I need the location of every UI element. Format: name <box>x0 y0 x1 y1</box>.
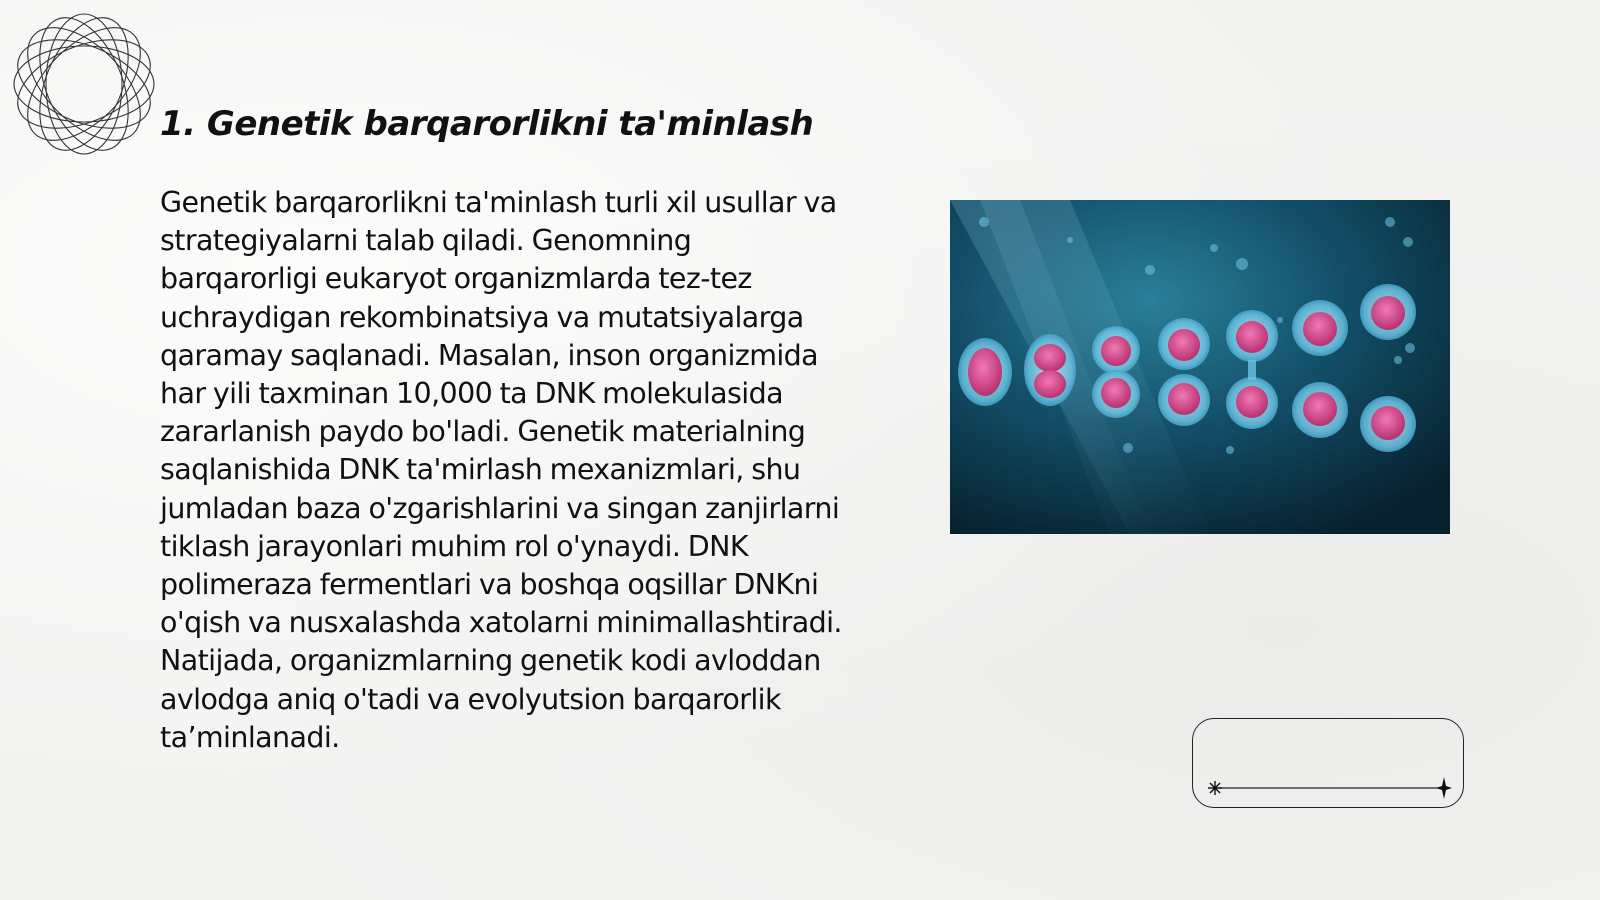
cross-star-icon <box>1193 719 1465 809</box>
interlocking-circles-ornament-icon <box>10 10 158 158</box>
slide-body-text: Genetik barqarorlikni ta'minlash turli xil usullar va strategiyalarni talab qiladi. Genomning barqarorligi eukaryot organizmlarda tez-tez uchraydigan rekombinatsiya va mutatsiyalarga qaramay saqlanadi. Masalan, inson organizmida har yili taxminan 10,000 ta DNK molekulasida zararlanish paydo bo'ladi. Genetik materialning saqlanishida DNK ta'mirlash mexanizmlari, shu jumladan baza o'zgarishlarini va singan zanjirlarni tiklash jarayonlari muhim rol o'ynaydi. DNK polimeraza fermentlari va boshqa oqsillar DNKni o'qish va nusxalashda xatolarni minimallashtiradi. Natijada, organizmlarning genetik kodi avloddan avlodga aniq o'tadi va evolyutsion barqarorlik ta’minlanadi. <box>160 186 842 754</box>
cell-division-image <box>950 200 1450 534</box>
slide-title: 1. Genetik barqarorlikni ta'minlash <box>160 104 814 144</box>
decorative-slider-box <box>1192 718 1464 808</box>
